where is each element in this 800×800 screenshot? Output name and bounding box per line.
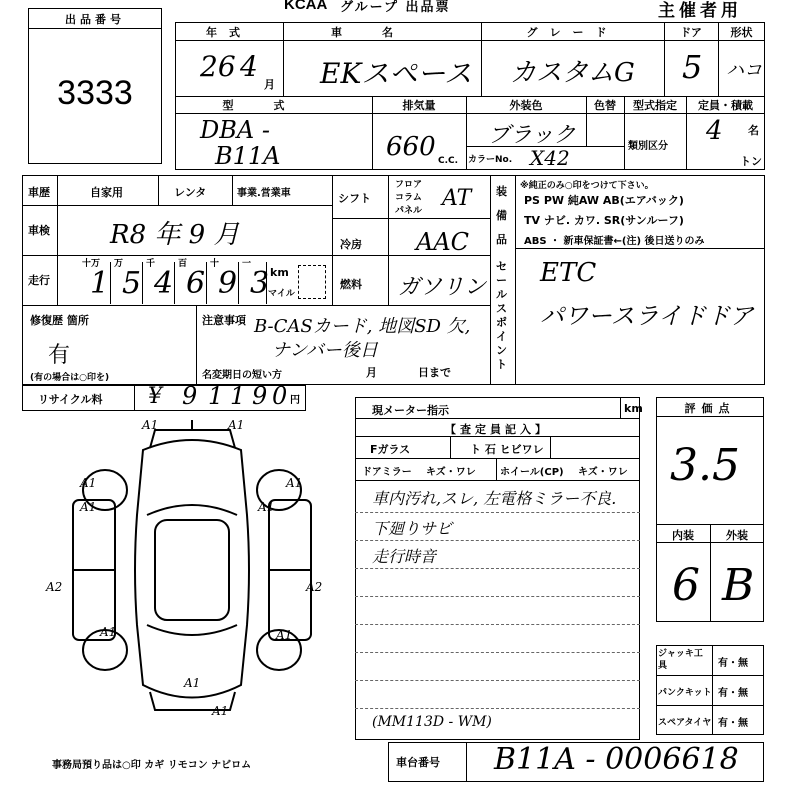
inspection-label: 車検 xyxy=(28,224,50,237)
sales-points-label: セールスポイント xyxy=(496,260,507,371)
exterior-label: 外装 xyxy=(726,529,748,542)
shift-label: シフト xyxy=(338,192,371,205)
tool-label: スペアタイヤ xyxy=(658,718,712,728)
inspector-header: 【査定員記入】 xyxy=(445,423,550,436)
mileage-digit: 1 xyxy=(90,266,110,301)
recycle-digit: 9 xyxy=(252,382,268,410)
ext-color-label: 外装色 xyxy=(509,99,543,112)
ext-color-value: ブラック xyxy=(488,123,576,148)
recycle-digit: 1 xyxy=(230,382,246,410)
ac-label: 冷房 xyxy=(340,238,362,251)
km-label: km xyxy=(270,266,289,279)
displacement-unit: C.C. xyxy=(438,156,459,166)
inspection-value: R8 年 9 月 xyxy=(110,220,240,250)
recycle-label: リサイクル料 xyxy=(38,393,103,406)
business-label: 事業.営業車 xyxy=(237,188,291,199)
mile-checkbox[interactable] xyxy=(298,265,326,299)
recycle-digit: 1 xyxy=(208,382,224,410)
meter-label: 現メーター指示 xyxy=(372,404,449,417)
doors-label: ドア xyxy=(680,26,702,39)
capacity-label: 定員・積載 xyxy=(698,99,753,112)
damage-mark: A2 xyxy=(306,580,323,594)
year-label: 年式 xyxy=(206,26,252,39)
notes-label: 注意事項 xyxy=(202,314,246,327)
type-designation-label: 型式指定 xyxy=(633,99,677,112)
tool-label: パンクキット xyxy=(658,688,712,698)
damage-mark: A1 xyxy=(258,500,275,514)
damage-mark: A2 xyxy=(46,580,63,594)
deadline-month-label: 月 xyxy=(366,366,377,379)
sales-point-1: ETC xyxy=(540,258,597,288)
year-value: 26 xyxy=(200,50,236,83)
equipment-row-3: ABS ・ 新車保証書←(注) 後日送りのみ xyxy=(524,236,705,247)
recycle-digit: 0 xyxy=(272,382,288,410)
damage-mark: A1 xyxy=(212,704,229,718)
form-title: グループ 出品票 xyxy=(340,0,451,15)
displacement-label: 排気量 xyxy=(402,99,436,112)
lot-number-label: 出品番号 xyxy=(65,13,125,26)
mileage-label: 走行 xyxy=(28,274,50,287)
tool-value: 有・無 xyxy=(718,688,748,699)
shift-options xyxy=(395,177,422,216)
displacement-value: 660 xyxy=(386,132,436,162)
damage-mark: A1 xyxy=(80,476,97,490)
recycle-digit: 9 xyxy=(182,382,198,410)
month-value: 4 xyxy=(240,50,258,83)
repair-note: (有の場合は○印を) xyxy=(30,373,110,383)
repair-label: 修復歴 箇所 xyxy=(30,314,89,327)
mileage-header: 万 xyxy=(114,259,124,269)
history-label: 車歴 xyxy=(28,186,50,199)
doors-value: 5 xyxy=(682,48,703,86)
classification-label: 類別区分 xyxy=(628,141,668,152)
mileage-digit: 4 xyxy=(154,266,174,301)
organizer-label: 主催者用 xyxy=(658,1,742,21)
damage-mark: A1 xyxy=(184,676,201,690)
shift-value: AT xyxy=(442,186,472,211)
wheel-options: キズ・ワレ xyxy=(578,467,628,478)
color-no-label: カラーNo. xyxy=(468,155,513,165)
shift-option: パネル xyxy=(395,206,423,216)
body-label: 形状 xyxy=(730,26,753,39)
brand-logo: KCAA xyxy=(284,0,328,13)
tool-value: 有・無 xyxy=(718,718,748,729)
deadline-day-label: 日まで xyxy=(418,366,451,379)
mileage-header: 千 xyxy=(146,259,156,269)
damage-mark: A1 xyxy=(80,500,97,514)
equipment-label: 装備品 xyxy=(496,185,507,246)
tool-value: 有・無 xyxy=(718,658,748,669)
score-value: 3.5 xyxy=(670,440,740,491)
equipment-row-1: PS PW 純AW AB(エアバック) xyxy=(524,194,684,207)
inspector-comment-3: 走行時音 xyxy=(372,547,437,566)
tool-label: ジャッキ工具 xyxy=(658,649,703,671)
interior-value: 6 xyxy=(672,560,700,611)
notes-line-2: ナンバー後日 xyxy=(272,340,378,361)
score-label: 評価点 xyxy=(684,402,736,415)
recycle-unit: 円 xyxy=(290,395,300,406)
damage-mark: A1 xyxy=(100,625,117,639)
recycle-yen: ¥ xyxy=(148,384,162,409)
mileage-digit: 5 xyxy=(122,266,142,301)
chassis-label: 車台番号 xyxy=(396,756,440,769)
fuel-label: 燃料 xyxy=(340,278,362,291)
mileage-digit: 6 xyxy=(186,266,206,301)
shift-option: コラム xyxy=(395,193,422,203)
lot-number: 3333 xyxy=(57,74,133,112)
exterior-value: B xyxy=(722,560,755,611)
mileage-header: 一 xyxy=(242,259,252,269)
equipment-note: ※純正のみ○印をつけて下さい。 xyxy=(520,181,654,191)
color-no-value: X42 xyxy=(530,146,570,170)
meter-km-unit: km xyxy=(624,402,643,415)
mileage-header: 十万 xyxy=(82,259,101,269)
wheel-label: ホイール(CP) xyxy=(500,467,564,478)
car-name-value: EKスペース xyxy=(320,57,472,90)
damage-mark: A1 xyxy=(142,418,159,432)
mile-label: マイル xyxy=(268,289,295,299)
capacity-value: 4 xyxy=(706,116,723,146)
damage-mark: A1 xyxy=(228,418,245,432)
mirror-label: ドアミラー xyxy=(362,467,412,478)
glass-label: Fガラス xyxy=(370,443,411,456)
body-value: ハコ xyxy=(726,60,762,81)
ac-value: AAC xyxy=(416,228,470,256)
month-unit: 月 xyxy=(264,78,275,91)
mileage-digit: 9 xyxy=(218,266,238,301)
notes-line-1: B-CASカード, 地図SD 欠, xyxy=(254,316,471,337)
repair-value: 有 xyxy=(48,343,71,368)
grade-label: グレード xyxy=(526,26,619,39)
color-change-label: 色替 xyxy=(594,99,616,112)
inspector-footer: (MM113D - WM) xyxy=(372,714,492,730)
chassis-value: B11A - 0006618 xyxy=(494,742,739,777)
car-name-label: 車名 xyxy=(331,26,433,39)
type-value-1: DBA - xyxy=(200,116,270,144)
rental-label: レンタ xyxy=(174,186,207,199)
equipment-row-2: TV ナビ. カワ. SR(サンルーフ) xyxy=(524,214,684,227)
load-unit: トン xyxy=(740,155,762,168)
mirror-options: キズ・ワレ xyxy=(426,467,476,478)
interior-label: 内装 xyxy=(672,529,694,542)
mileage-header: 十 xyxy=(210,259,220,269)
grade-value: カスタムG xyxy=(510,58,635,88)
inspector-comment-1: 車内汚れ,スレ, 左電格ミラー不良. xyxy=(372,489,617,508)
capacity-unit: 名 xyxy=(748,124,759,137)
mileage-digit: 3 xyxy=(250,266,270,301)
inspector-comment-2: 下廻りサビ xyxy=(372,519,453,538)
glass-options: ト 石 ヒビワレ xyxy=(470,443,544,456)
fuel-value: ガソリン xyxy=(398,275,487,300)
type-label: 型式 xyxy=(222,99,325,112)
damage-mark: A1 xyxy=(276,628,293,642)
office-note: 事務局預り品は○印 カギ リモコン ナビロム xyxy=(52,760,252,771)
vehicle-damage-diagram xyxy=(55,420,330,720)
mileage-header: 百 xyxy=(178,259,188,269)
history-options: 自家用 xyxy=(90,186,123,199)
damage-mark: A1 xyxy=(286,476,303,490)
sales-point-2: パワースライドドア xyxy=(540,302,754,330)
shift-option: フロア xyxy=(395,180,423,190)
deadline-label: 名変期日の短い方 xyxy=(202,370,282,381)
type-value-2: B11A xyxy=(215,142,281,170)
